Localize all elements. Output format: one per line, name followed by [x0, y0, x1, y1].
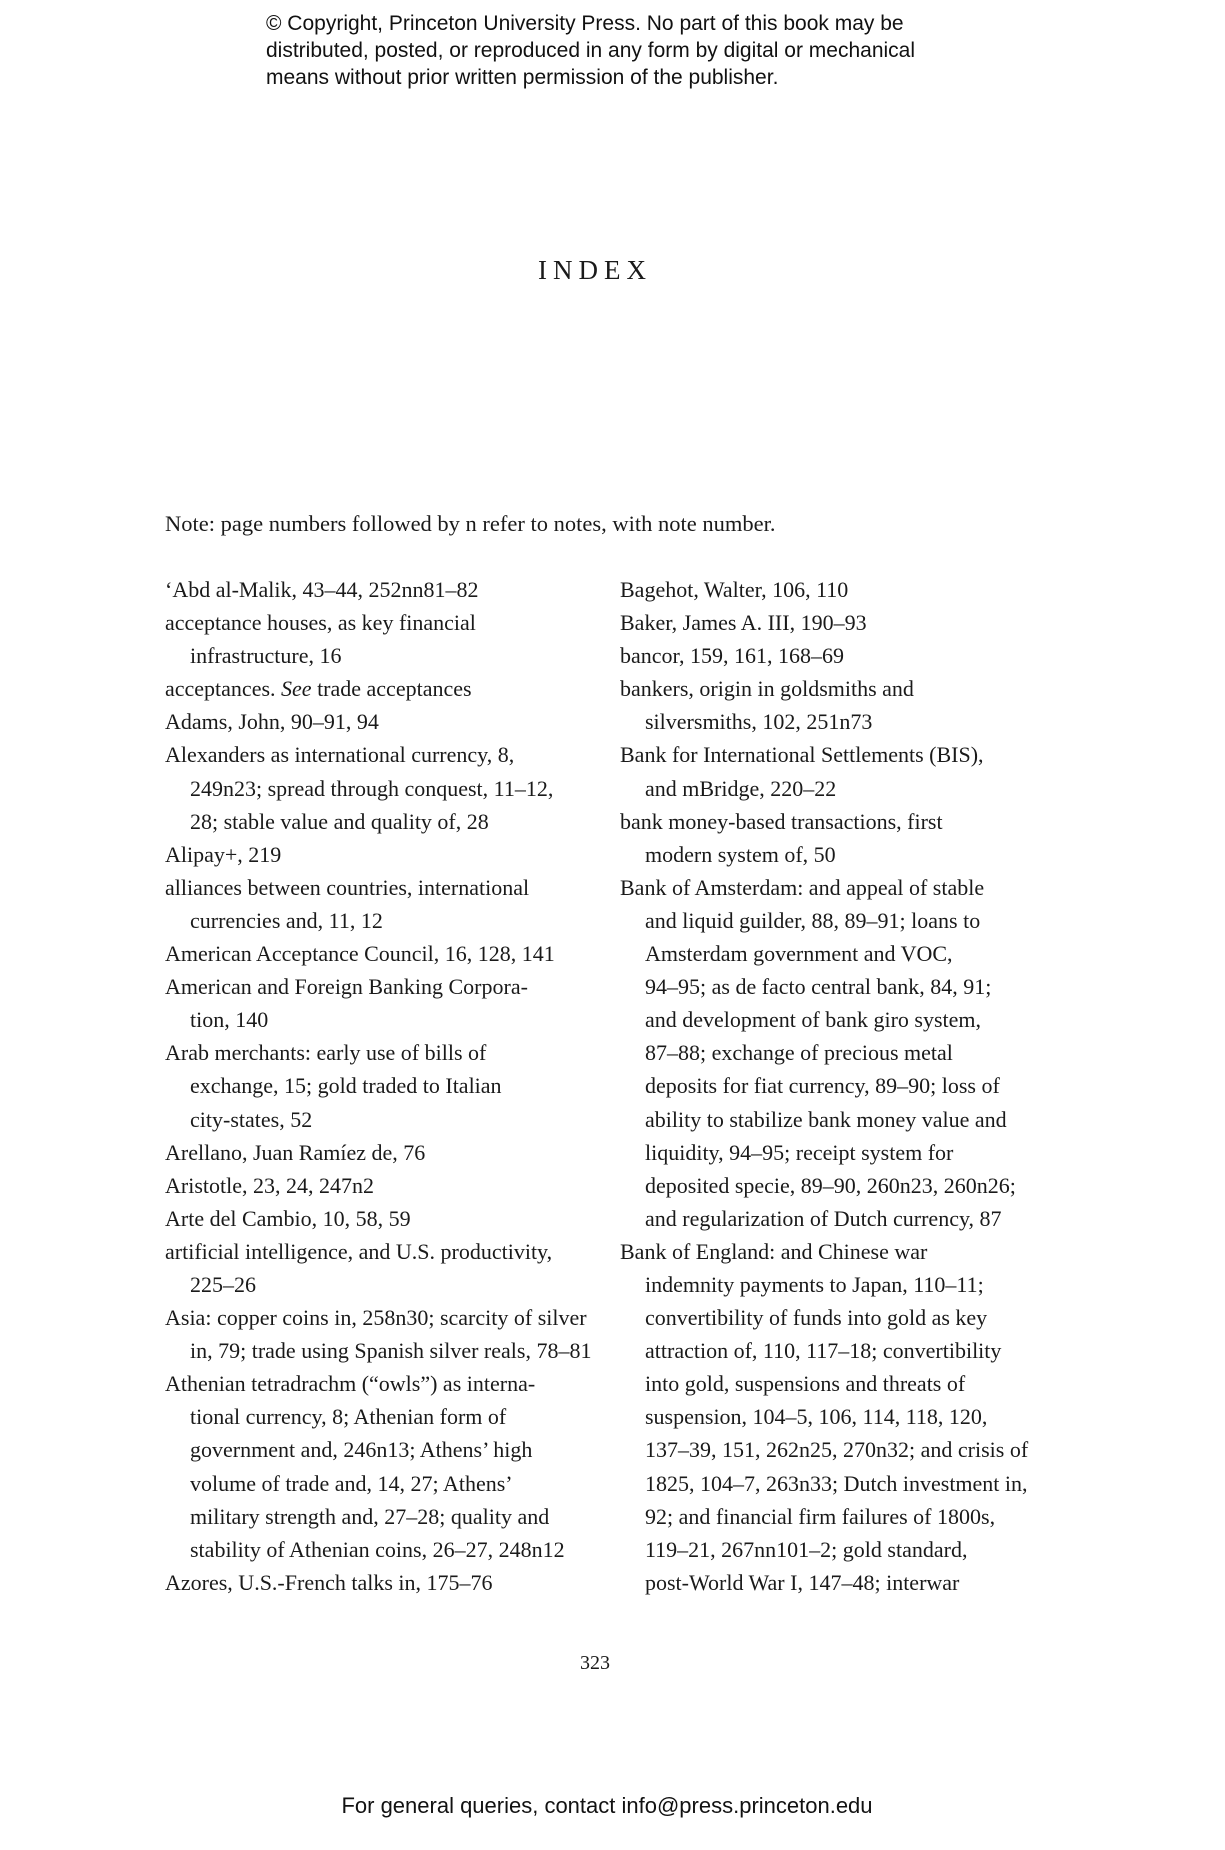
index-entry — [620, 573, 1060, 606]
index-entry — [620, 1235, 1060, 1599]
index-entry-line: Bank of England: and Chinese war — [620, 1238, 928, 1264]
index-entry-continuation: government and, 246n13; Athens’ high — [190, 1437, 533, 1463]
page-number: 323 — [580, 1652, 610, 1674]
index-entry — [165, 937, 585, 970]
index-entry-line: Asia: copper coins in, 258n30; scarcity of silver — [165, 1305, 587, 1331]
index-entry — [165, 672, 585, 705]
index-entry-line: American Acceptance Council, 16, 128, 141 — [165, 941, 555, 967]
index-entry-continuation: 1825, 104–7, 263n33; Dutch investment in, — [645, 1470, 1028, 1496]
index-entry-continuation: volume of trade and, 14, 27; Athens’ — [190, 1470, 513, 1496]
index-entry-continuation: ability to stabilize bank money value and — [645, 1106, 1007, 1132]
index-entry-continuation: tion, 140 — [190, 1007, 269, 1033]
index-entry-continuation: and mBridge, 220–22 — [645, 775, 837, 801]
index-entry-line: artificial intelligence, and U.S. productivity, — [165, 1238, 553, 1264]
index-entry — [620, 805, 1060, 871]
index-entry-line: Athenian tetradrachm (“owls”) as interna- — [165, 1371, 536, 1397]
index-entry-continuation: 137–39, 151, 262n25, 270n32; and crisis of — [645, 1437, 1029, 1463]
index-entry-line: bank money-based transactions, first — [620, 808, 943, 834]
see-reference: See — [281, 676, 312, 702]
page-title: INDEX — [538, 255, 652, 285]
index-entry — [165, 1202, 585, 1235]
index-entry-continuation: attraction of, 110, 117–18; convertibility — [645, 1338, 1002, 1364]
index-entry — [165, 871, 585, 937]
index-entry-line: Arab merchants: early use of bills of — [165, 1040, 487, 1066]
index-entry — [620, 738, 1060, 804]
copyright-notice — [266, 10, 1026, 91]
index-entry-continuation: and development of bank giro system, — [645, 1007, 982, 1033]
index-entry-continuation: into gold, suspensions and threats of — [645, 1371, 966, 1397]
index-entry-continuation: stability of Athenian coins, 26–27, 248n12 — [190, 1536, 565, 1562]
index-entry — [620, 672, 1060, 738]
index-entry — [620, 871, 1060, 1235]
index-entry-line: Adams, John, 90–91, 94 — [165, 709, 379, 735]
index-entry-line: Bank for International Settlements (BIS), — [620, 742, 984, 768]
copyright-line: distributed, posted, or reproduced in any form by digital or mechanical — [266, 39, 916, 62]
index-entry-continuation: 225–26 — [190, 1271, 256, 1297]
index-entry-continuation: post-World War I, 147–48; interwar — [645, 1569, 960, 1595]
index-entry-continuation: deposits for fiat currency, 89–90; loss of — [645, 1073, 1000, 1099]
index-column-right — [620, 573, 1060, 1599]
index-entry — [165, 838, 585, 871]
copyright-line: means without prior written permission of the publisher. — [266, 66, 779, 89]
index-note: Note: page numbers followed by n refer to notes, with note number. — [165, 511, 776, 536]
index-entry-continuation: suspension, 104–5, 106, 114, 118, 120, — [645, 1404, 988, 1430]
index-entry-line: Arellano, Juan Ramíez de, 76 — [165, 1139, 426, 1165]
index-entry — [165, 1036, 585, 1135]
index-entry — [165, 1367, 585, 1566]
index-entry — [165, 1235, 585, 1301]
index-entry-continuation: tional currency, 8; Athenian form of — [190, 1404, 507, 1430]
index-column-left — [165, 573, 592, 1599]
index-entry-line: ‘Abd al-Malik, 43–44, 252nn81–82 — [165, 577, 479, 602]
index-entry-continuation: 94–95; as de facto central bank, 84, 91; — [645, 974, 992, 1000]
index-entry-line: American and Foreign Banking Corpora- — [165, 974, 528, 1000]
index-entry-line: acceptance houses, as key financial — [165, 610, 476, 636]
index-entry-line: Arte del Cambio, 10, 58, 59 — [165, 1205, 411, 1231]
index-entry-continuation: currencies and, 11, 12 — [190, 907, 383, 933]
index-entry-continuation: silversmiths, 102, 251n73 — [645, 709, 873, 735]
index-entry-continuation: 249n23; spread through conquest, 11–12, — [190, 775, 554, 801]
index-entry-line: Alexanders as international currency, 8, — [165, 742, 515, 768]
index-entry-continuation: 119–21, 267nn101–2; gold standard, — [645, 1536, 968, 1562]
index-entry-line: bancor, 159, 161, 168–69 — [620, 643, 844, 669]
index-entry — [165, 1169, 585, 1202]
index-entry-continuation: indemnity payments to Japan, 110–11; — [645, 1271, 984, 1297]
index-entry-continuation: modern system of, 50 — [645, 841, 836, 867]
index-entry-continuation: city-states, 52 — [190, 1106, 313, 1132]
index-entry — [165, 1136, 585, 1169]
index-entry — [165, 573, 585, 606]
index-entry-line: Bank of Amsterdam: and appeal of stable — [620, 874, 985, 900]
index-entry-line: Baker, James A. III, 190–93 — [620, 610, 867, 636]
index-entry-continuation: in, 79; trade using Spanish silver reals, 78–81 — [190, 1338, 592, 1364]
index-entry-line: Bagehot, Walter, 106, 110 — [620, 577, 849, 602]
index-entry — [165, 1301, 592, 1367]
index-entry-continuation: convertibility of funds into gold as key — [645, 1305, 988, 1331]
index-entry-continuation: exchange, 15; gold traded to Italian — [190, 1073, 502, 1099]
index-entry-continuation: 87–88; exchange of precious metal — [645, 1040, 953, 1066]
index-entry-continuation: 92; and financial firm failures of 1800s, — [645, 1503, 996, 1529]
index-entry-continuation: Amsterdam government and VOC, — [645, 941, 953, 967]
index-entry — [165, 970, 585, 1036]
index-entry — [165, 606, 585, 672]
copyright-line: © Copyright, Princeton University Press. No part of this book may be — [266, 12, 904, 35]
index-entry-continuation: infrastructure, 16 — [190, 643, 342, 669]
index-entry — [165, 705, 585, 738]
index-entry-line: Aristotle, 23, 24, 247n2 — [165, 1172, 374, 1198]
index-entry-continuation: and liquid guilder, 88, 89–91; loans to — [645, 907, 981, 933]
index-entry-line: acceptances. See trade acceptances — [165, 676, 472, 702]
index-entry-line: Azores, U.S.-French talks in, 175–76 — [165, 1569, 493, 1595]
index-entry-continuation: liquidity, 94–95; receipt system for — [645, 1139, 954, 1165]
index-entry-line: bankers, origin in goldsmiths and — [620, 676, 914, 702]
index-entry — [620, 606, 1060, 639]
index-entry-continuation: 28; stable value and quality of, 28 — [190, 808, 489, 834]
index-entry-continuation: and regularization of Dutch currency, 87 — [645, 1205, 1002, 1231]
index-entry-continuation: deposited specie, 89–90, 260n23, 260n26; — [645, 1172, 1016, 1198]
index-entry — [165, 1566, 585, 1599]
index-entry — [165, 738, 585, 837]
footer-contact: For general queries, contact info@press.princeton.edu — [341, 1793, 873, 1818]
index-entry — [620, 639, 1060, 672]
index-entry-continuation: military strength and, 27–28; quality and — [190, 1503, 550, 1529]
index-entry-line: Alipay+, 219 — [165, 841, 282, 867]
index-entry-line: alliances between countries, international — [165, 874, 530, 900]
